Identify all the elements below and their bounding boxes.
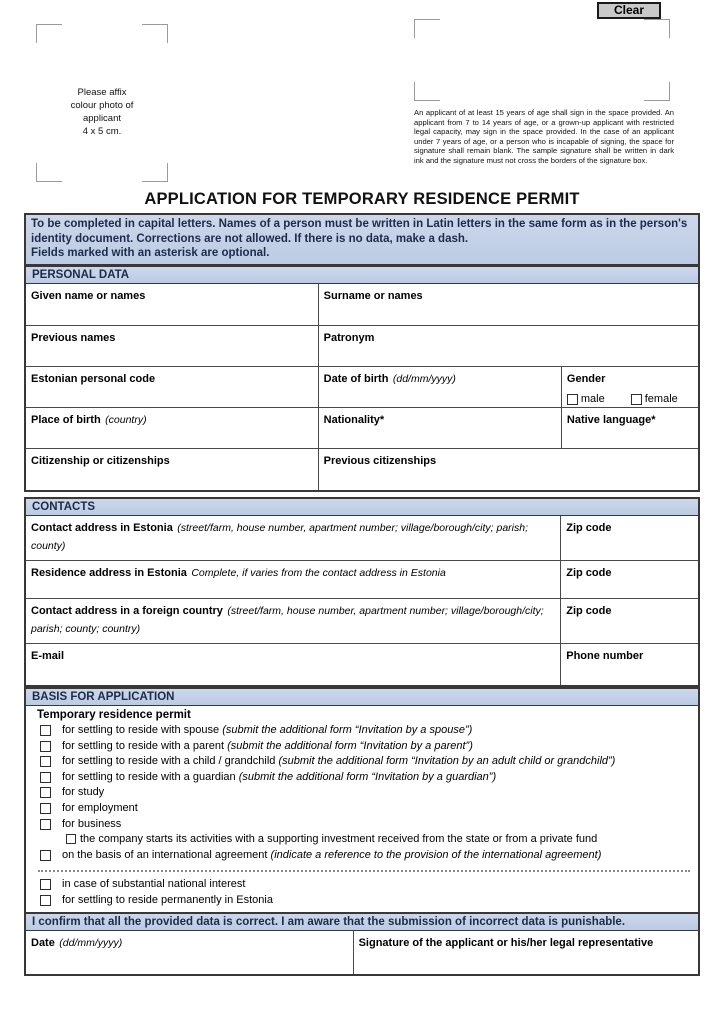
zip-code-label: Zip code (566, 567, 612, 579)
date-label: Date (31, 937, 55, 949)
option-label: the company starts its activities with a supporting investment received from the state or from a private fund (80, 833, 598, 846)
spouse-checkbox[interactable] (40, 725, 51, 736)
option-label: for business (62, 817, 122, 830)
basis-option-employment (30, 801, 694, 817)
applicant-signature-field[interactable] (353, 931, 698, 974)
confirmation-statement: I confirm that all the provided data is correct. I am aware that the submission of incorrect data is punishable. (26, 914, 698, 931)
surname-field[interactable] (318, 284, 698, 325)
photo-line: Please affix (77, 87, 127, 98)
personal-code-label: Estonian personal code (31, 373, 156, 385)
patronym-field[interactable] (318, 326, 698, 366)
basis-option-business (30, 817, 694, 833)
basis-option-parent (30, 739, 694, 755)
contact-address-foreign-hint: (street/farm, house number, apartment number; village/borough/city; parish; county; country) (31, 605, 544, 635)
basis-subtitle: Temporary residence permit (37, 709, 191, 721)
residence-address-field[interactable] (26, 561, 560, 598)
basis-option-permanent-settling (30, 893, 694, 909)
phone-number-label: Phone number (566, 650, 644, 662)
instructions-para1: To be completed in capital letters. Names of a person must be written in Latin letters in the same form as in the person's identity document. Corrections are not allowed. If there is no data, make a dash. (31, 218, 688, 245)
child-checkbox[interactable] (40, 756, 51, 767)
zip-code-label: Zip code (566, 522, 612, 534)
gender-label: Gender (566, 373, 606, 385)
date-hint: (dd/mm/yyyy) (59, 937, 123, 949)
nationality-label: Nationality* (323, 414, 385, 426)
photo-line: 4 x 5 cm. (82, 126, 122, 137)
contact-address-estonia-hint: (street/farm, house number, apartment number; village/borough/city; parish; county) (31, 522, 529, 552)
basis-option-company-investment (30, 832, 694, 848)
contact-address-estonia-label: Contact address in Estonia (31, 522, 173, 534)
contacts-section (24, 497, 700, 687)
signature-instructions: An applicant of at least 15 years of age shall sign in the space provided. An applicant from 7 to 14 years of age, or a grown-up applicant with restricted legal capacity, may sign in the space provided. In the case of an applicant under 7 years of age, or a person who is incapable of signing, the space for signature shall remain blank. The sample signature shall be written in dark ink and the signature must not cross the borders of the signature box. (414, 108, 674, 165)
guardian-checkbox[interactable] (40, 772, 51, 783)
male-checkbox[interactable] (567, 394, 578, 405)
option-label: for settling to reside with spouse (submit the additional form “Invitation by a spouse”) (62, 724, 473, 736)
parent-checkbox[interactable] (40, 741, 51, 752)
personal-data-header: PERSONAL DATA (26, 267, 698, 284)
confirmation-section (24, 912, 700, 976)
employment-checkbox[interactable] (40, 803, 51, 814)
corner-mark-icon (142, 24, 168, 43)
zip-code-field-3[interactable] (560, 599, 698, 643)
residence-address-label: Residence address in Estonia (31, 567, 187, 579)
corner-mark-icon (36, 163, 62, 182)
corner-mark-icon (414, 19, 440, 38)
email-field[interactable] (26, 644, 560, 685)
zip-code-field-1[interactable] (560, 516, 698, 560)
basis-option-international-agreement (30, 848, 694, 864)
permanent-settling-checkbox[interactable] (40, 895, 51, 906)
given-name-label: Given name or names (31, 290, 146, 302)
option-label: in case of substantial national interest (62, 878, 246, 891)
corner-mark-icon (36, 24, 62, 43)
option-label: for study (62, 786, 105, 799)
basis-header: BASIS FOR APPLICATION (26, 689, 698, 706)
international-agreement-checkbox[interactable] (40, 850, 51, 861)
company-investment-checkbox[interactable] (66, 834, 76, 844)
basis-option-guardian (30, 770, 694, 786)
date-of-birth-hint: (dd/mm/yyyy) (392, 373, 456, 385)
basis-option-spouse (30, 723, 694, 739)
gender-field (561, 367, 698, 407)
option-label: for settling to reside with a parent (submit the additional form “Invitation by a parent”) (62, 739, 473, 752)
previous-citizenships-field[interactable] (318, 449, 698, 490)
phone-number-field[interactable] (560, 644, 698, 685)
contact-address-foreign-label: Contact address in a foreign country (31, 605, 223, 617)
corner-mark-icon (644, 82, 670, 101)
place-of-birth-hint: (country) (105, 414, 147, 426)
photo-line: colour photo of (70, 100, 134, 111)
instructions-para2: Fields marked with an asterisk are optional. (31, 247, 270, 259)
contact-address-estonia-field[interactable] (26, 516, 560, 560)
male-label: male (580, 393, 605, 405)
place-of-birth-field[interactable] (26, 408, 318, 448)
business-checkbox[interactable] (40, 819, 51, 830)
page-title: APPLICATION FOR TEMPORARY RESIDENCE PERMIT (144, 190, 580, 208)
previous-names-label: Previous names (31, 332, 116, 344)
native-language-label: Native language* (566, 414, 656, 426)
email-label: E-mail (31, 650, 65, 662)
study-checkbox[interactable] (40, 787, 51, 798)
surname-label: Surname or names (323, 290, 423, 302)
date-of-birth-field[interactable] (318, 367, 561, 407)
photo-line: applicant (82, 113, 122, 124)
contact-address-foreign-field[interactable] (26, 599, 560, 643)
applicant-signature-label: Signature of the applicant or his/her legal representative (358, 937, 654, 949)
dotted-fill-line[interactable] (38, 870, 690, 872)
photo-instruction-text (36, 86, 168, 138)
corner-mark-icon (142, 163, 168, 182)
female-label: female (644, 393, 678, 405)
previous-citizenships-label: Previous citizenships (323, 455, 437, 467)
patronym-label: Patronym (323, 332, 375, 344)
citizenship-field[interactable] (26, 449, 318, 490)
personal-code-field[interactable] (26, 367, 318, 407)
nationality-field[interactable] (318, 408, 561, 448)
national-interest-checkbox[interactable] (40, 879, 51, 890)
option-label: for settling to reside with a guardian (submit the additional form “Invitation by a guardian”) (62, 770, 497, 783)
date-field[interactable] (26, 931, 353, 974)
option-label: for settling to reside permanently in Estonia (62, 893, 273, 906)
option-label: for employment (62, 801, 138, 814)
native-language-field[interactable] (561, 408, 698, 448)
photo-affix-box (36, 24, 168, 182)
zip-code-label: Zip code (566, 605, 612, 617)
basis-section (24, 687, 700, 915)
residence-address-hint: Complete, if varies from the contact address in Estonia (191, 567, 446, 579)
clear-button[interactable]: Clear (597, 2, 661, 19)
basis-option-national-interest (30, 877, 694, 893)
corner-mark-icon (644, 19, 670, 38)
basis-option-study (30, 785, 694, 801)
contacts-header: CONTACTS (26, 499, 698, 516)
previous-names-field[interactable] (26, 326, 318, 366)
option-label: for settling to reside with a child / grandchild (submit the additional form “Invitation by an adult child or grandchild”) (62, 755, 616, 768)
citizenship-label: Citizenship or citizenships (31, 455, 170, 467)
signature-box[interactable] (414, 19, 670, 101)
given-name-field[interactable] (26, 284, 318, 325)
date-of-birth-label: Date of birth (323, 373, 389, 385)
place-of-birth-label: Place of birth (31, 414, 101, 426)
option-label: on the basis of an international agreement (indicate a reference to the provision of the international agreement) (62, 848, 602, 861)
corner-mark-icon (414, 82, 440, 101)
personal-data-section (24, 265, 700, 492)
zip-code-field-2[interactable] (560, 561, 698, 598)
basis-option-child (30, 754, 694, 770)
female-checkbox[interactable] (631, 394, 642, 405)
instructions-block (24, 213, 700, 266)
